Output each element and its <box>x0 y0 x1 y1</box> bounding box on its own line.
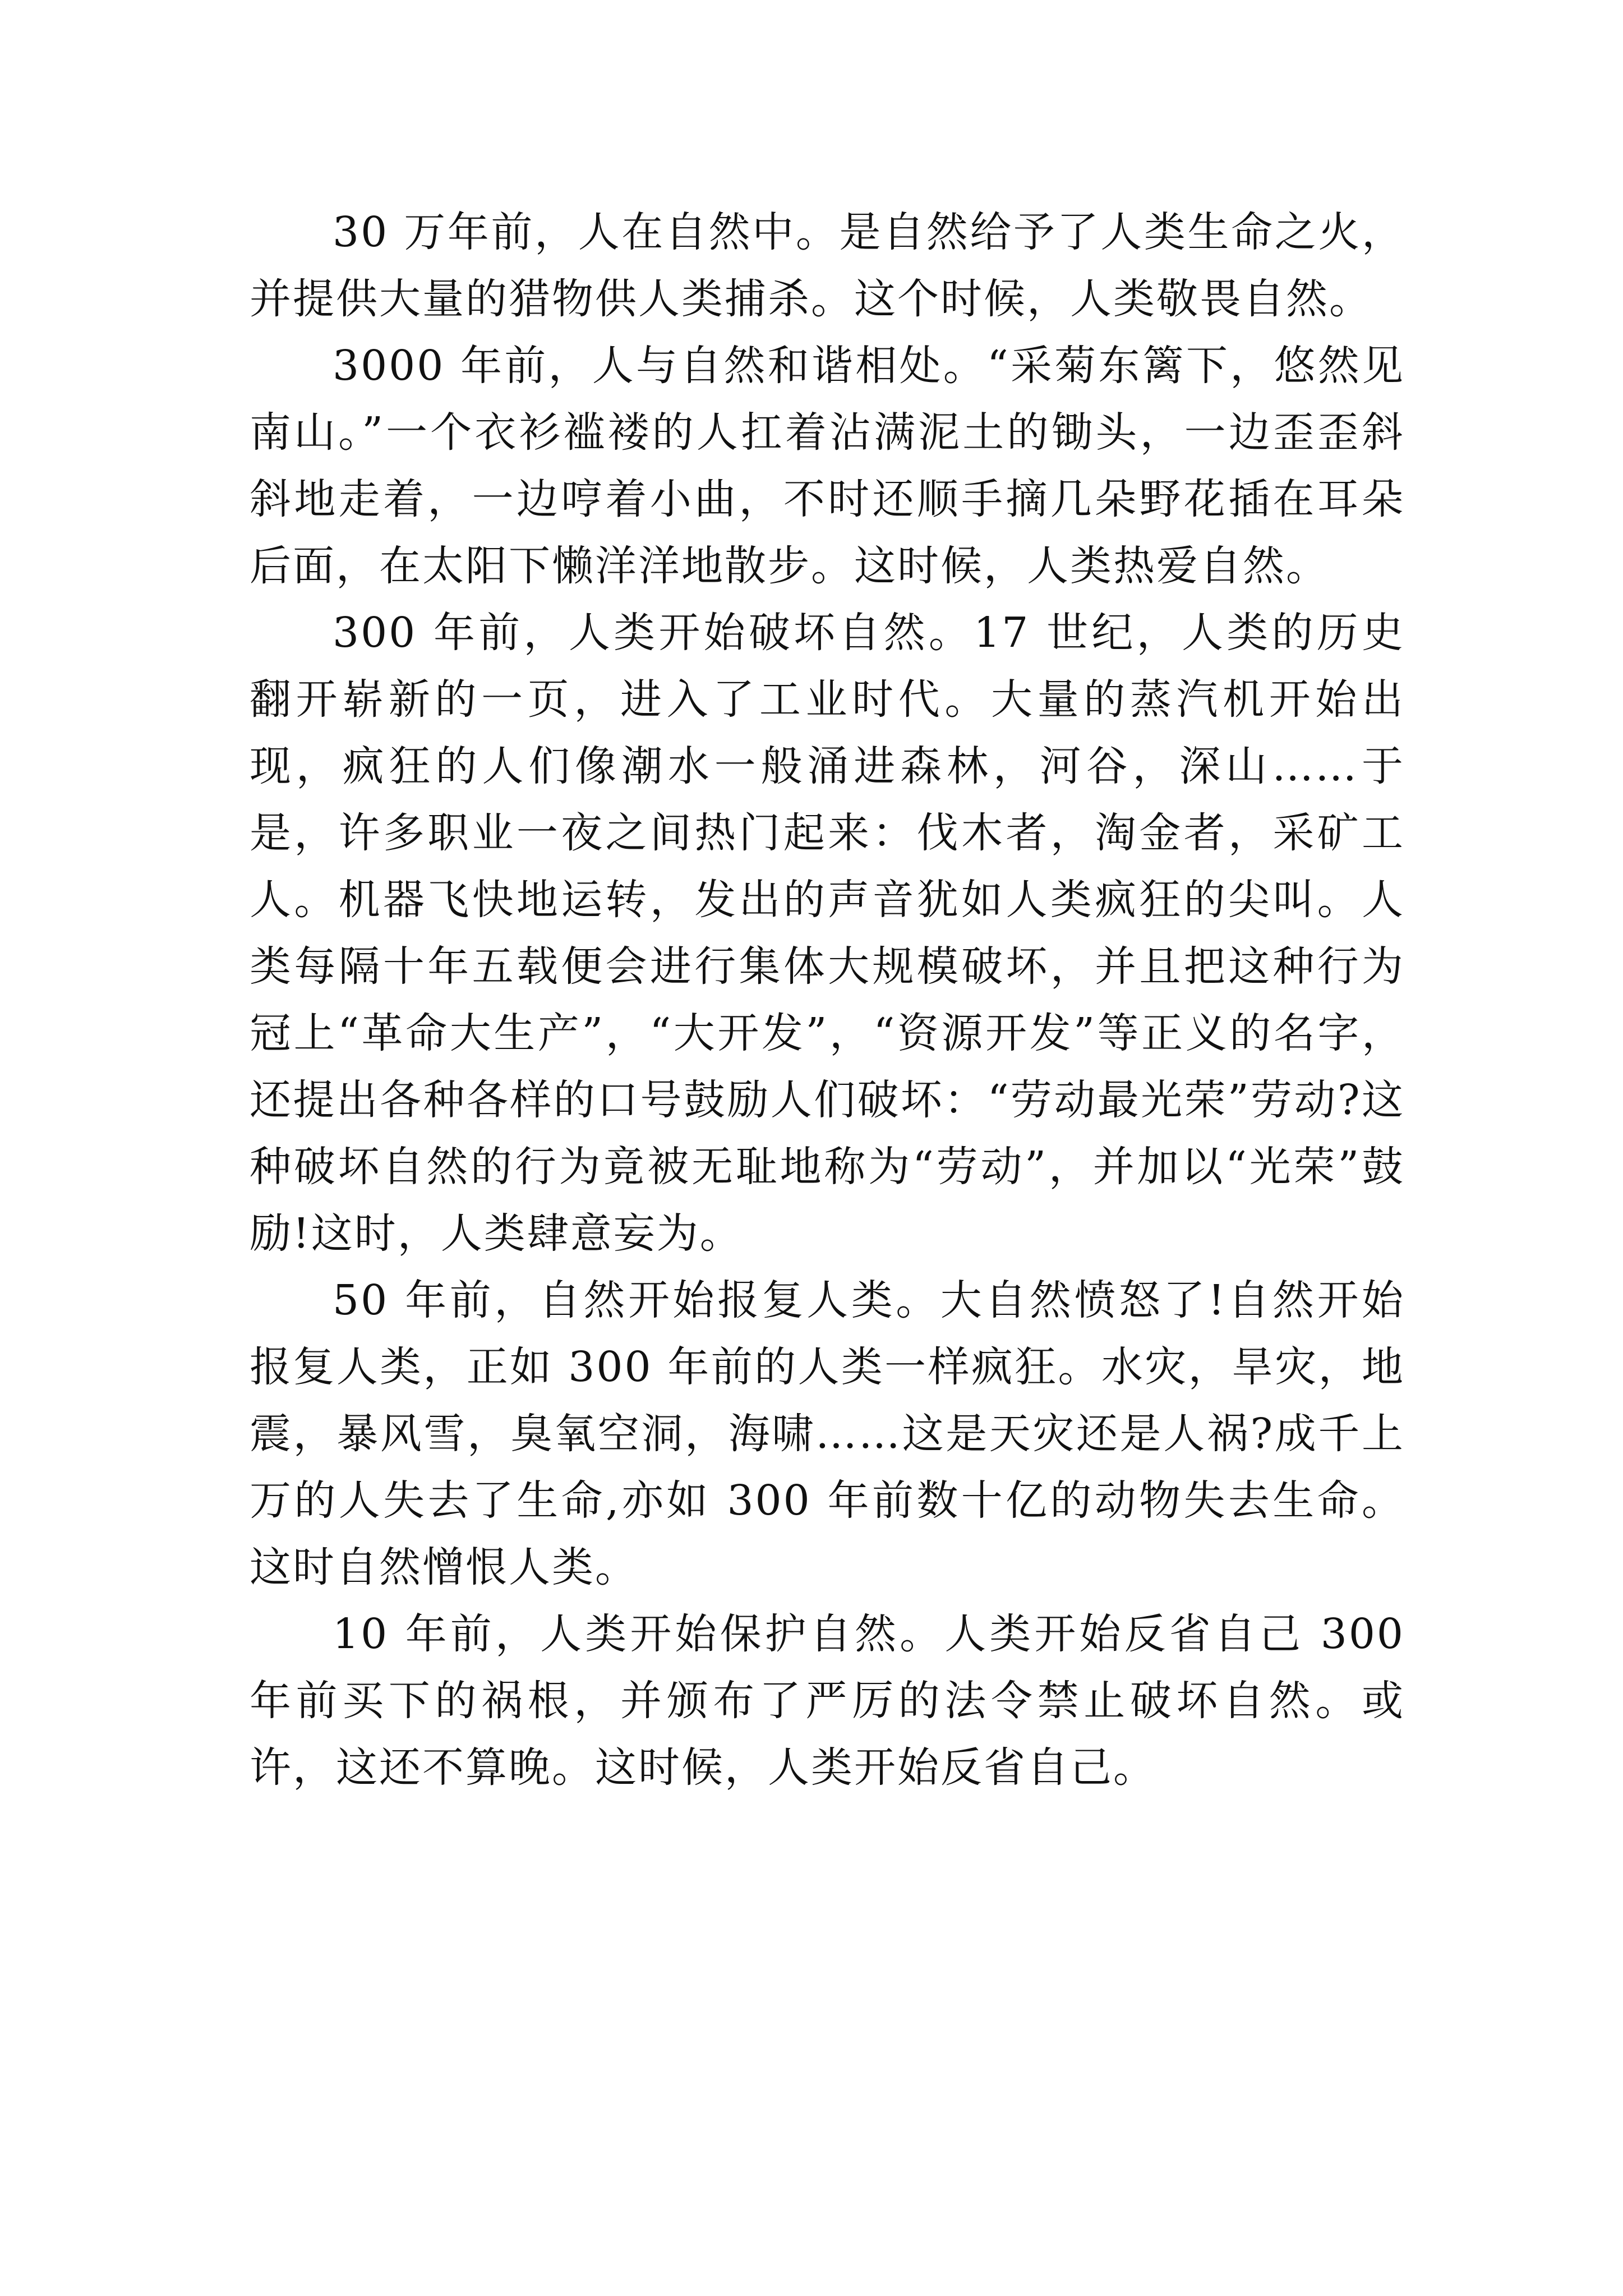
paragraph-300-years-ago: 300 年前，人类开始破坏自然。17 世纪，人类的历史翻开崭新的一页，进入了工业时代。大量的蒸汽机开始出现，疯狂的人们像潮水一般涌进森林，河谷，深山……于是，许多职业一夜之间热门起来：伐木者，淘金者，采矿工人。机器飞快地运转，发出的声音犹如人类疯狂的尖叫。人类每隔十年五载便会进行集体大规模破坏，并且把这种行为冠上“革命大生产”，“大开发”，“资源开发”等正义的名字，还提出各种各样的口号鼓励人们破坏：“劳动最光荣”劳动?这种破坏自然的行为竟被无耻地称为“劳动”，并加以“光荣”鼓励!这时，人类肆意妄为。 <box>250 609 1405 1258</box>
paragraph-50-years-ago: 50 年前，自然开始报复人类。大自然愤怒了!自然开始报复人类，正如 300 年前的人类一样疯狂。水灾，旱灾，地震，暴风雪，臭氧空洞，海啸……这是天灾还是人祸?成千上万的人失去了生命,亦如 300 年前数十亿的动物失去生命。这时自然憎恨人类。 <box>250 1276 1405 1591</box>
paragraph-10-years-ago: 10 年前，人类开始保护自然。人类开始反省自己 300 年前买下的祸根，并颁布了严厉的法令禁止破坏自然。或许，这还不算晚。这时候，人类开始反省自己。 <box>250 1610 1405 1792</box>
paragraph-300000-years-ago: 30 万年前，人在自然中。是自然给予了人类生命之火，并提供大量的猎物供人类捕杀。这个时候，人类敬畏自然。 <box>250 208 1405 323</box>
paragraph-3000-years-ago: 3000 年前，人与自然和谐相处。“采菊东篱下，悠然见南山。”一个衣衫褴褛的人扛着沾满泥土的锄头，一边歪歪斜斜地走着，一边哼着小曲，不时还顺手摘几朵野花插在耳朵后面，在太阳下懒洋洋地散步。这时候，人类热爱自然。 <box>250 342 1405 590</box>
document-body <box>250 199 1405 1801</box>
